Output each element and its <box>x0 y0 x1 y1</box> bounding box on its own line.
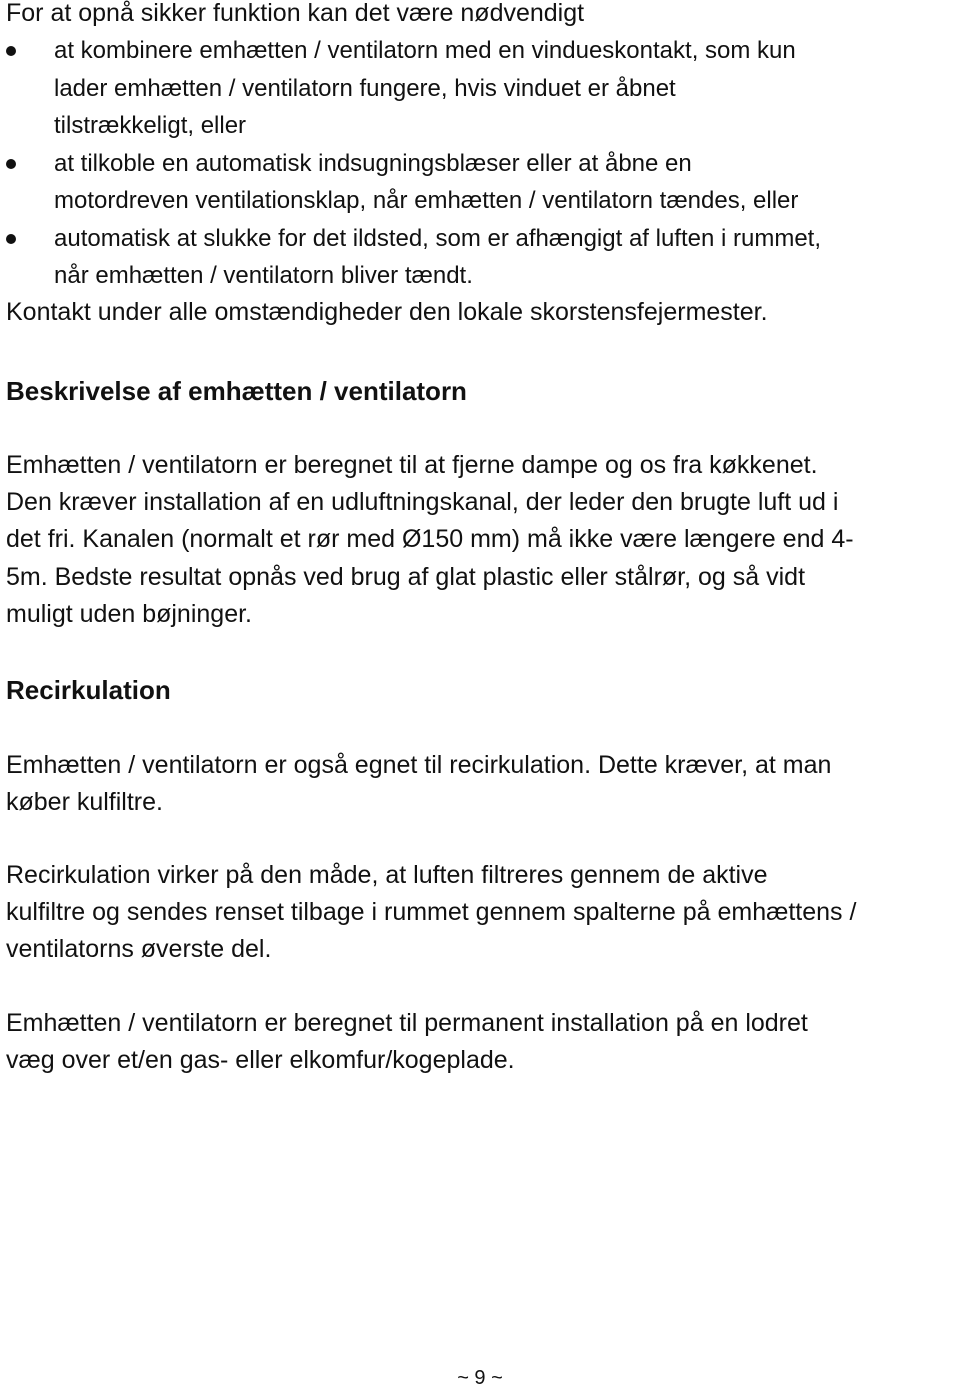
recirculation-paragraph-2 <box>6 857 956 969</box>
recirculation-paragraph-3 <box>6 1005 956 1079</box>
bullet-list <box>6 32 821 295</box>
section-heading-recirculation: Recirkulation <box>6 675 171 705</box>
contact-text: Kontakt under alle omstændigheder den lokale skorstensfejermester. <box>6 298 768 326</box>
bullet-line: tilstrækkeligt, eller <box>54 112 247 139</box>
bullet-dot-icon <box>6 159 16 169</box>
bullet-line: motordreven ventilationsklap, når emhætten / ventilatorn tændes, eller <box>54 187 799 214</box>
page-number: ~ 9 ~ <box>457 1367 503 1389</box>
bullet-dot-icon <box>6 46 16 56</box>
bullet-item <box>6 32 821 145</box>
bullet-line: når emhætten / ventilatorn bliver tændt. <box>54 262 473 289</box>
bullet-line: lader emhætten / ventilatorn fungere, hvis vinduet er åbnet <box>54 74 676 102</box>
paragraph-line: Recirkulation virker på den måde, at luften filtreres gennem de aktive <box>6 861 768 889</box>
intro-text: For at opnå sikker funktion kan det være nødvendigt <box>6 0 585 27</box>
bullet-line: at tilkoble en automatisk indsugningsblæser eller at åbne en <box>54 149 692 177</box>
paragraph-line: væg over et/en gas- eller elkomfur/kogeplade. <box>6 1046 515 1075</box>
description-paragraph <box>6 447 956 633</box>
paragraph-line: kulfiltre og sendes renset tilbage i rummet gennem spalterne på emhættens / <box>6 898 857 927</box>
bullet-item <box>6 145 821 220</box>
paragraph-line: Emhætten / ventilatorn er beregnet til permanent installation på en lodret <box>6 1009 808 1037</box>
paragraph-line: køber kulfiltre. <box>6 788 163 817</box>
paragraph-line: Den kræver installation af en udluftningskanal, der leder den brugte luft ud i <box>6 488 839 517</box>
bullet-dot-icon <box>6 234 16 244</box>
bullet-line: automatisk at slukke for det ildsted, som er afhængigt af luften i rummet, <box>54 224 822 252</box>
paragraph-line: Emhætten / ventilatorn er beregnet til at fjerne dampe og os fra køkkenet. <box>6 451 818 479</box>
bullet-item <box>6 220 821 295</box>
document-page <box>6 0 956 1393</box>
paragraph-line: ventilatorns øverste del. <box>6 935 272 964</box>
bullet-line: at kombinere emhætten / ventilatorn med en vindueskontakt, som kun <box>54 37 796 64</box>
paragraph-line: Emhætten / ventilatorn er også egnet til recirkulation. Dette kræver, at man <box>6 751 832 779</box>
paragraph-line: det fri. Kanalen (normalt et rør med Ø150 mm) må ikke være længere end 4- <box>6 525 854 554</box>
recirculation-paragraph-1 <box>6 747 956 821</box>
paragraph-line: 5m. Bedste resultat opnås ved brug af glat plastic eller stålrør, og så vidt <box>6 562 806 591</box>
section-heading-description: Beskrivelse af emhætten / ventilatorn <box>6 376 467 406</box>
paragraph-line: muligt uden bøjninger. <box>6 599 252 628</box>
